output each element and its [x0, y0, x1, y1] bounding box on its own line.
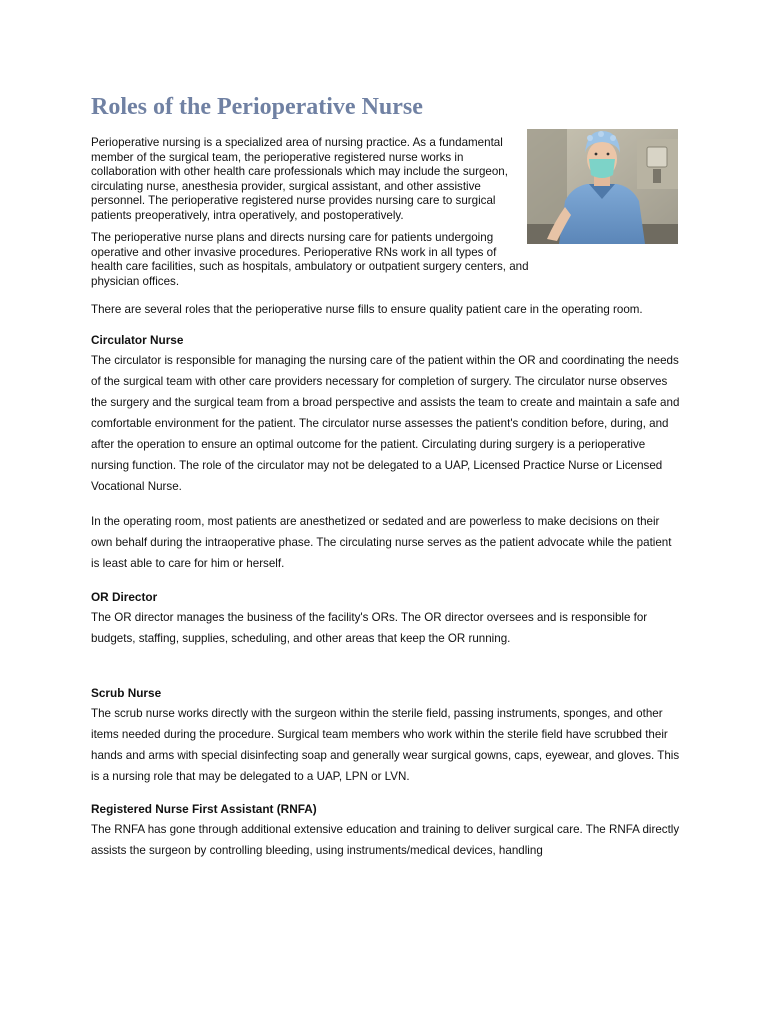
nurse-photo: [527, 129, 678, 244]
intro-paragraph: Perioperative nursing is a specialized area of nursing practice. As a fundamental member of the surgical team, the perioperative registered nurse works in collaboration with other health care professionals which may include the surgeon, circulating nurse, anesthesia provider, surgical assistant, and other assistive personnel. The perioperative registered nurse provides nursing care to surgical patients preoperatively, intra operatively, and postoperatively.: [91, 136, 508, 222]
circulator-paragraph-2: In the operating room, most patients are anesthetized or sedated and are powerless to make decisions on their own behalf during the intraoperative phase. The circulating nurse serves as the patient advocate while the patient is least able to care for him or herself.: [91, 514, 672, 570]
paragraph-3: There are several roles that the perioperative nurse fills to ensure quality patient care in the operating room.: [91, 303, 643, 316]
heading-rnfa: Registered Nurse First Assistant (RNFA): [91, 801, 317, 816]
heading-circulator-nurse: Circulator Nurse: [91, 332, 184, 347]
scrub-nurse-paragraph: The scrub nurse works directly with the surgeon within the sterile field, passing instruments, sponges, and other items needed during the procedure. Surgical team members who work within the sterile field have scrubbed their hands and arms with special disinfecting soap and generally wear surgical gowns, caps, eyewear, and gloves. This is a nursing role that may be delegated to a UAP, LPN or LVN.: [91, 706, 680, 783]
rnfa-paragraph: The RNFA has gone through additional extensive education and training to deliver surgical care. The RNFA directly assists the surgeon by controlling bleeding, using instruments/medical devices, handling: [91, 822, 680, 857]
paragraph-2: The perioperative nurse plans and directs nursing care for patients undergoing operative and other invasive procedures. Perioperative RNs work in all types of health care facilities, such as hospitals, ambulatory or outpatient surgery centers, and physician offices.: [91, 231, 529, 288]
heading-or-director: OR Director: [91, 589, 158, 604]
circulator-paragraph-1: The circulator is responsible for managing the nursing care of the patient within the OR and coordinating the needs of the surgical team with other care providers necessary for completion of surgery. The circulator nurse observes the surgery and the surgical team from a broad perspective and assists the team to create and maintain a safe and comfortable environment for the patient. The circulator nurse assesses the patient's condition before, during, and after the operation to ensure an optimal outcome for the patient. Circulating during surgery is a perioperative nursing function. The role of the circulator may not be delegated to a UAP, Licensed Practice Nurse or Licensed Vocational Nurse.: [91, 353, 680, 493]
or-director-paragraph: The OR director manages the business of the facility's ORs. The OR director oversees and is responsible for budgets, staffing, supplies, scheduling, and other areas that keep the OR running.: [91, 610, 648, 645]
page-title: Roles of the Perioperative Nurse: [91, 94, 423, 120]
heading-scrub-nurse: Scrub Nurse: [91, 685, 162, 700]
